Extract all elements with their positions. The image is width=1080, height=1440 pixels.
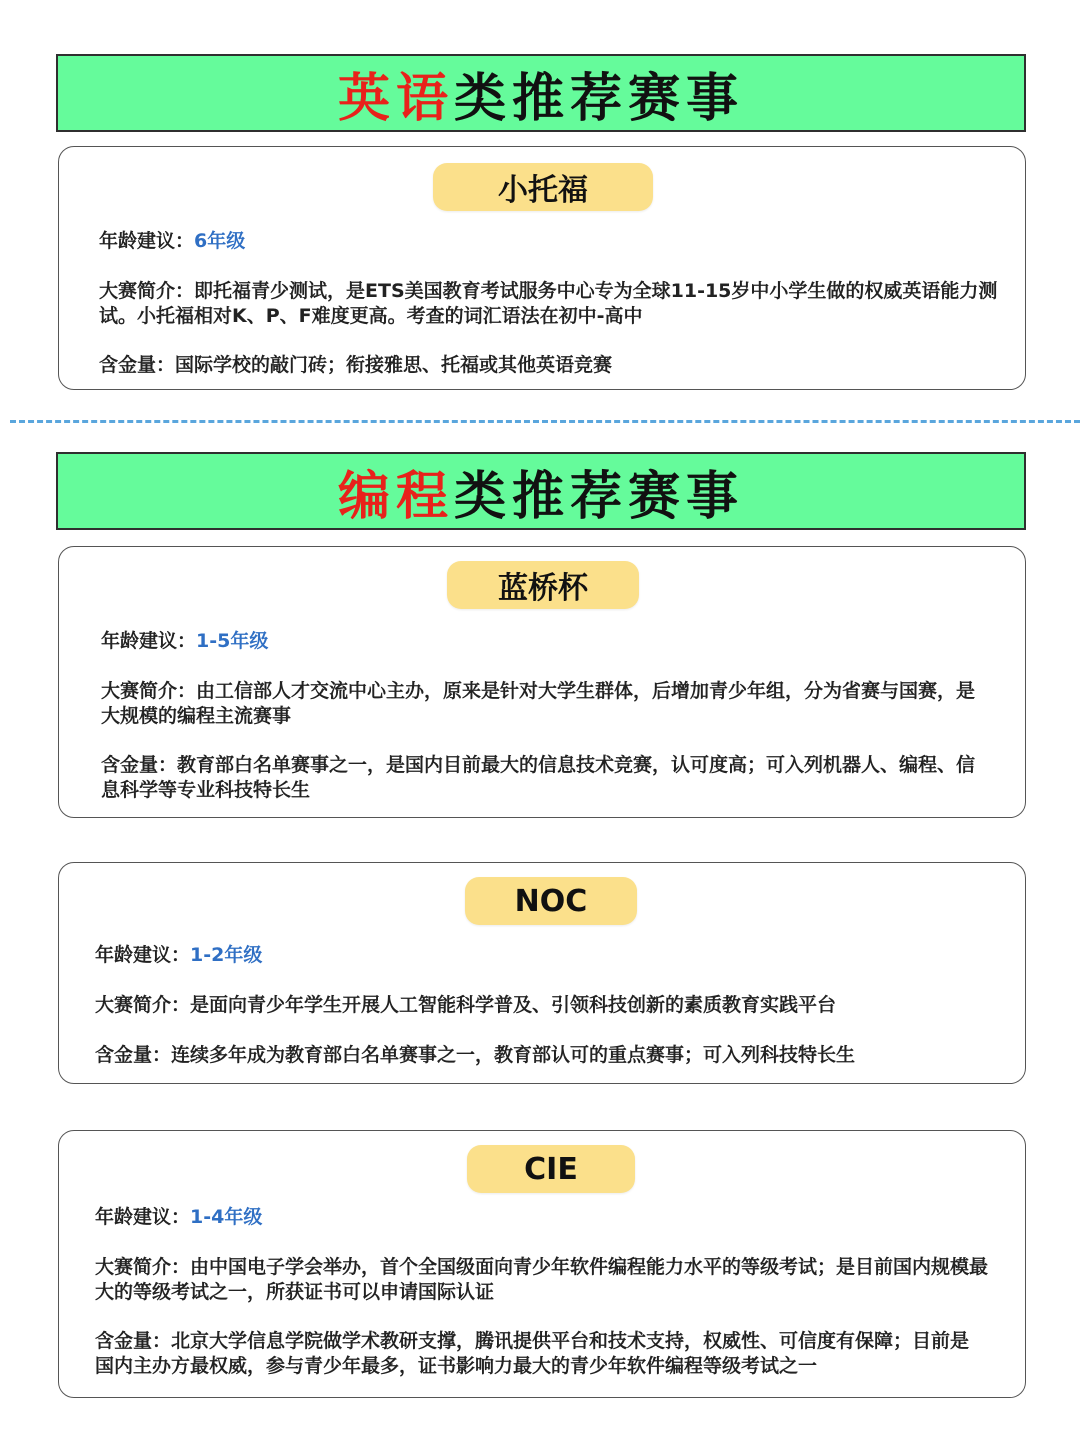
- competition-card-noc: [58, 862, 1026, 1084]
- value-text: 教育部白名单赛事之一，是国内目前最大的信息技术竞赛，认可度高；可入列机器人、编程、信息科学等专业科技特长生: [101, 754, 976, 801]
- age-value: 6年级: [194, 230, 246, 252]
- intro-row: [95, 993, 995, 1018]
- value-label: 含金量：: [95, 1330, 172, 1352]
- competition-card-lanqiao: [58, 546, 1026, 818]
- section-divider: [10, 420, 1080, 423]
- intro-label: 大赛简介：: [99, 280, 195, 302]
- age-label: 年龄建议：: [99, 230, 195, 252]
- competition-name-badge: CIE: [467, 1145, 635, 1193]
- age-value: 1-4年级: [190, 1206, 263, 1228]
- banner-highlight: 英语: [337, 67, 454, 129]
- intro-label: 大赛简介：: [95, 1256, 191, 1278]
- age-row: [95, 943, 995, 968]
- section-banner-programming: [56, 452, 1026, 530]
- age-value: 1-2年级: [190, 944, 263, 966]
- value-row: [101, 753, 989, 803]
- intro-label: 大赛简介：: [101, 680, 197, 702]
- value-row: [95, 1329, 975, 1379]
- intro-label: 大赛简介：: [95, 994, 191, 1016]
- intro-text: 由工信部人才交流中心主办，原来是针对大学生群体，后增加青少年组，分为省赛与国赛，是大规模的编程主流赛事: [101, 680, 976, 727]
- section-banner-english: [56, 54, 1026, 132]
- competition-card-cie: [58, 1130, 1026, 1398]
- value-text: 国际学校的敲门砖；衔接雅思、托福或其他英语竞赛: [175, 354, 613, 376]
- intro-row: [101, 679, 989, 729]
- competition-card-toefl-junior: [58, 146, 1026, 390]
- value-text: 北京大学信息学院做学术教研支撑，腾讯提供平台和技术支持，权威性、可信度有保障；目前是国内主办方最权威，参与青少年最多，证书影响力最大的青少年软件编程等级考试之一: [95, 1330, 970, 1377]
- value-text: 连续多年成为教育部白名单赛事之一，教育部认可的重点赛事；可入列科技特长生: [171, 1044, 856, 1066]
- intro-text: 即托福青少测试，是ETS美国教育考试服务中心专为全球11-15岁中小学生做的权威英语能力测试。小托福相对K、P、F难度更高。考查的词汇语法在初中-高中: [99, 280, 998, 327]
- age-label: 年龄建议：: [95, 944, 191, 966]
- competition-name-badge: 小托福: [433, 163, 653, 211]
- banner-highlight: 编程: [337, 465, 454, 527]
- value-label: 含金量：: [101, 754, 178, 776]
- competition-name-badge: 蓝桥杯: [447, 561, 639, 609]
- intro-row: [95, 1255, 999, 1305]
- age-label: 年龄建议：: [95, 1206, 191, 1228]
- age-value: 1-5年级: [196, 630, 269, 652]
- age-row: [99, 229, 999, 254]
- banner-title: 类推荐赛事: [454, 465, 745, 527]
- intro-text: 是面向青少年学生开展人工智能科学普及、引领科技创新的素质教育实践平台: [190, 994, 837, 1016]
- intro-text: 由中国电子学会举办，首个全国级面向青少年软件编程能力水平的等级考试；是目前国内规模最大的等级考试之一，所获证书可以申请国际认证: [95, 1256, 989, 1303]
- value-label: 含金量：: [99, 354, 176, 376]
- age-label: 年龄建议：: [101, 630, 197, 652]
- value-row: [95, 1043, 995, 1068]
- age-row: [101, 629, 1001, 654]
- intro-row: [99, 279, 1013, 329]
- banner-title: 类推荐赛事: [454, 67, 745, 129]
- value-label: 含金量：: [95, 1044, 172, 1066]
- value-row: [99, 353, 999, 378]
- age-row: [95, 1205, 995, 1230]
- competition-name-badge: NOC: [465, 877, 637, 925]
